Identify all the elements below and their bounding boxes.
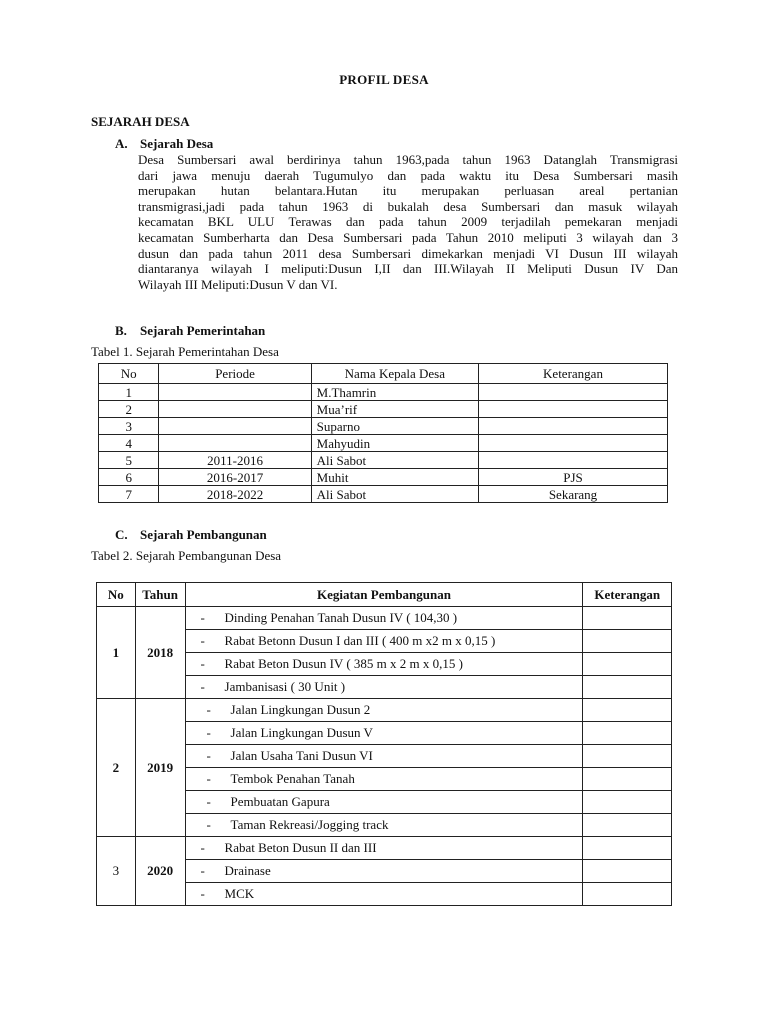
table2-cell-kegiatan bbox=[185, 860, 583, 883]
table1-cell-keterangan: Sekarang bbox=[479, 486, 668, 503]
list-dash: - bbox=[206, 794, 211, 809]
paragraph-line: diantaranya wilayah I meliputi:Dusun I,II dan III.Wilayah II Meliputi Dusun IV Dan bbox=[138, 261, 678, 277]
table2-cell-kegiatan bbox=[185, 883, 583, 906]
table1-header-periode: Periode bbox=[159, 364, 311, 384]
table2-cell-no: 2 bbox=[97, 699, 136, 837]
subsection-b-label: Sejarah Pemerintahan bbox=[140, 323, 266, 338]
table2-cell-no: 1 bbox=[97, 607, 136, 699]
subsection-a-letter: A. bbox=[115, 136, 128, 151]
development-history-table bbox=[96, 582, 672, 906]
list-dash: - bbox=[200, 656, 205, 671]
activity-text: MCK bbox=[224, 886, 255, 901]
list-dash: - bbox=[200, 679, 205, 694]
table2-cell-kegiatan bbox=[185, 791, 583, 814]
table2-cell-kegiatan bbox=[185, 607, 583, 630]
table1-cell-nama: Ali Sabot bbox=[311, 452, 478, 469]
activity-text: Drainase bbox=[224, 863, 271, 878]
list-dash: - bbox=[200, 840, 205, 855]
table1-cell-nama: Mahyudin bbox=[311, 435, 478, 452]
table2-cell-kegiatan bbox=[185, 745, 583, 768]
table1-cell-nama: Muhit bbox=[311, 469, 478, 486]
table1-caption: Tabel 1. Sejarah Pemerintahan Desa bbox=[91, 344, 279, 359]
activity-text: Rabat Beton Dusun IV ( 385 m x 2 m x 0,15 ) bbox=[224, 656, 463, 671]
section-heading: SEJARAH DESA bbox=[91, 114, 190, 129]
table-row bbox=[99, 435, 668, 452]
table2-cell-keterangan bbox=[583, 722, 672, 745]
paragraph-line: transmigrasi,jadi pada tahun 1963 di bukalah desa Sumbersari dan masuk wilayah bbox=[138, 198, 678, 214]
table2-cell-keterangan bbox=[583, 699, 672, 722]
table2-cell-kegiatan bbox=[185, 722, 583, 745]
activity-text: Jalan Lingkungan Dusun V bbox=[230, 725, 373, 740]
subsection-c-heading bbox=[115, 527, 267, 543]
table2-header-tahun: Tahun bbox=[135, 583, 185, 607]
page-title: PROFIL DESA bbox=[339, 72, 429, 87]
table2-cell-kegiatan bbox=[185, 837, 583, 860]
table2-cell-tahun: 2018 bbox=[135, 607, 185, 699]
list-dash: - bbox=[200, 863, 205, 878]
table2-cell-kegiatan bbox=[185, 653, 583, 676]
table2-cell-kegiatan bbox=[185, 676, 583, 699]
table2-cell-tahun: 2020 bbox=[135, 837, 185, 906]
table1-cell-keterangan bbox=[479, 435, 668, 452]
activity-text: Rabat Beton Dusun II dan III bbox=[224, 840, 377, 855]
table1-cell-nama: Ali Sabot bbox=[311, 486, 478, 503]
subsection-a-heading bbox=[115, 136, 213, 152]
paragraph-line: merupakan hutan belantara.Hutan itu merupakan perluasan areal pertanian bbox=[138, 183, 678, 199]
table-row bbox=[97, 699, 672, 722]
subsection-c-letter: C. bbox=[115, 527, 128, 542]
table2-caption: Tabel 2. Sejarah Pembangunan Desa bbox=[91, 548, 282, 563]
table2-cell-kegiatan bbox=[185, 768, 583, 791]
table1-cell-nama: Suparno bbox=[311, 418, 478, 435]
activity-text: Jalan Lingkungan Dusun 2 bbox=[230, 702, 371, 717]
table2-cell-kegiatan bbox=[185, 814, 583, 837]
list-dash: - bbox=[206, 702, 211, 717]
table1-cell-keterangan: PJS bbox=[479, 469, 668, 486]
table2-cell-keterangan bbox=[583, 653, 672, 676]
paragraph-line: Wilayah III Meliputi:Dusun V dan VI. bbox=[138, 276, 338, 292]
table2-cell-keterangan bbox=[583, 814, 672, 837]
table2-header-no: No bbox=[97, 583, 136, 607]
table1-cell-no: 3 bbox=[99, 418, 159, 435]
table-row bbox=[99, 401, 668, 418]
table1-header-no: No bbox=[99, 364, 159, 384]
table2-cell-keterangan bbox=[583, 837, 672, 860]
table2-header-kegiatan: Kegiatan Pembangunan bbox=[185, 583, 583, 607]
list-dash: - bbox=[206, 725, 211, 740]
list-dash: - bbox=[200, 610, 205, 625]
subsection-c-label: Sejarah Pembangunan bbox=[140, 527, 267, 542]
table2-cell-tahun: 2019 bbox=[135, 699, 185, 837]
history-paragraph bbox=[138, 152, 678, 292]
table1-cell-periode bbox=[159, 435, 311, 452]
table1-cell-keterangan bbox=[479, 418, 668, 435]
table1-header-row bbox=[99, 364, 668, 384]
table2-header-keterangan: Keterangan bbox=[583, 583, 672, 607]
paragraph-line: dari jawa menuju daerah Tugumulyo dan pada waktu itu Desa Sumbersari masih bbox=[138, 167, 678, 183]
table2-cell-no: 3 bbox=[97, 837, 136, 906]
activity-text: Jambanisasi ( 30 Unit ) bbox=[224, 679, 346, 694]
table2-cell-keterangan bbox=[583, 768, 672, 791]
table1-cell-periode bbox=[159, 384, 311, 401]
table1-cell-periode bbox=[159, 401, 311, 418]
activity-text: Jalan Usaha Tani Dusun VI bbox=[230, 748, 373, 763]
table2-cell-keterangan bbox=[583, 607, 672, 630]
government-history-table bbox=[98, 363, 668, 503]
subsection-b-heading bbox=[115, 323, 265, 339]
table2-header-row bbox=[97, 583, 672, 607]
table1-cell-periode: 2016-2017 bbox=[159, 469, 311, 486]
table1-cell-periode bbox=[159, 418, 311, 435]
table1-cell-no: 6 bbox=[99, 469, 159, 486]
table-row bbox=[99, 452, 668, 469]
list-dash: - bbox=[200, 633, 205, 648]
paragraph-line: kecamatan Sumberharta dan Desa Sumbersari pada Tahun 2010 meliputi 3 wilayah dan 3 bbox=[138, 229, 678, 245]
table1-cell-no: 7 bbox=[99, 486, 159, 503]
table-row bbox=[99, 384, 668, 401]
list-dash: - bbox=[206, 817, 211, 832]
table1-cell-keterangan bbox=[479, 384, 668, 401]
table1-header-keterangan: Keterangan bbox=[479, 364, 668, 384]
table1-cell-no: 1 bbox=[99, 384, 159, 401]
table-row bbox=[99, 469, 668, 486]
subsection-b-letter: B. bbox=[115, 323, 127, 338]
list-dash: - bbox=[206, 748, 211, 763]
paragraph-line: Desa Sumbersari awal berdirinya tahun 1963,pada tahun 1963 Datanglah Transmigrasi bbox=[138, 152, 678, 167]
table1-cell-nama: M.Thamrin bbox=[311, 384, 478, 401]
table1-cell-no: 5 bbox=[99, 452, 159, 469]
table1-cell-nama: Mua’rif bbox=[311, 401, 478, 418]
table-row bbox=[99, 486, 668, 503]
table2-cell-kegiatan bbox=[185, 699, 583, 722]
table2-cell-keterangan bbox=[583, 883, 672, 906]
table2-cell-kegiatan bbox=[185, 630, 583, 653]
table1-cell-no: 2 bbox=[99, 401, 159, 418]
table1-cell-no: 4 bbox=[99, 435, 159, 452]
activity-text: Rabat Betonn Dusun I dan III ( 400 m x2 m x 0,15 ) bbox=[224, 633, 496, 648]
table2-cell-keterangan bbox=[583, 745, 672, 768]
table1-cell-keterangan bbox=[479, 452, 668, 469]
table1-cell-periode: 2018-2022 bbox=[159, 486, 311, 503]
table1-header-nama: Nama Kepala Desa bbox=[311, 364, 478, 384]
table-row bbox=[99, 418, 668, 435]
table2-cell-keterangan bbox=[583, 630, 672, 653]
list-dash: - bbox=[206, 771, 211, 786]
table-row bbox=[97, 837, 672, 860]
list-dash: - bbox=[200, 886, 205, 901]
paragraph-line: kecamatan BKL ULU Terawas dan pada tahun 2009 terjadilah pemekaran menjadi bbox=[138, 214, 678, 230]
paragraph-line: dusun dan pada tahun 2011 desa Sumbersari dimekarkan menjadi VI Dusun III wilayah bbox=[138, 245, 678, 261]
table1-cell-periode: 2011-2016 bbox=[159, 452, 311, 469]
activity-text: Pembuatan Gapura bbox=[230, 794, 330, 809]
table2-cell-keterangan bbox=[583, 791, 672, 814]
activity-text: Tembok Penahan Tanah bbox=[230, 771, 355, 786]
table-row bbox=[97, 607, 672, 630]
table2-cell-keterangan bbox=[583, 860, 672, 883]
table2-cell-keterangan bbox=[583, 676, 672, 699]
activity-text: Taman Rekreasi/Jogging track bbox=[230, 817, 389, 832]
table1-cell-keterangan bbox=[479, 401, 668, 418]
activity-text: Dinding Penahan Tanah Dusun IV ( 104,30 ) bbox=[224, 610, 458, 625]
subsection-a-label: Sejarah Desa bbox=[140, 136, 214, 151]
